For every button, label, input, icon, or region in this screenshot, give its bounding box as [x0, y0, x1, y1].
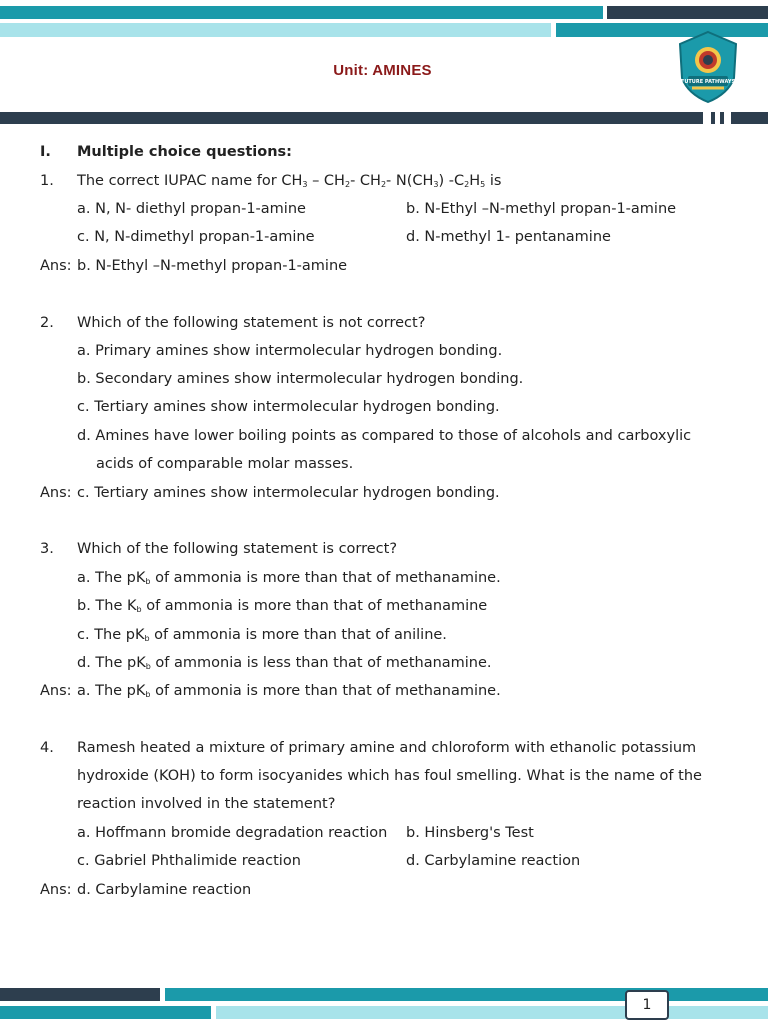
q4-option-c: c. Gabriel Phthalimide reaction [77, 853, 301, 869]
q1-option-a: a. N, N- diethyl propan-1-amine [77, 201, 306, 217]
header-bottom-tick-1 [711, 112, 715, 124]
header-bottom-bar [0, 112, 703, 124]
header-bar-light [0, 23, 551, 37]
q1-stem: The correct IUPAC name for $CH_3 - CH_2-$ $CH_2-$ $N(CH_3)$ $-C_2H_5$ is [77, 173, 502, 189]
header-bottom-tick-3 [731, 112, 768, 124]
q3-answer-label: Ans: [40, 683, 72, 699]
q2-answer-text: c. Tertiary amines show intermolecular hydrogen bonding. [77, 485, 500, 501]
q2-option-b: b. Secondary amines show intermolecular hydrogen bonding. [77, 371, 524, 387]
header-bar-navy [607, 6, 768, 19]
q3-option-c: c. The $pK_b$ of ammonia is more than that of aniline. [77, 627, 447, 643]
page-number: 1 [625, 990, 669, 1020]
footer-bar-light [216, 1006, 768, 1019]
q1-option-d: d. N-methyl 1- pentanamine [406, 229, 611, 245]
q2-option-d-cont: acids of comparable molar masses. [96, 456, 354, 472]
q1-answer-text: b. N-Ethyl –N-methyl propan-1-amine [77, 258, 348, 274]
q1-option-c: c. N, N-dimethyl propan-1-amine [77, 229, 315, 245]
q4-stem-1: Ramesh heated a mixture of primary amine and chloroform with ethanolic potassium [77, 740, 697, 756]
q2-stem: Which of the following statement is not correct? [77, 315, 426, 331]
q4-stem-2: hydroxide (KOH) to form isocyanides which has foul smelling. What is the name of the [77, 768, 702, 784]
q3-number: 3. [40, 541, 54, 557]
q4-option-b: b. Hinsberg's Test [406, 825, 534, 841]
q3-option-a: a. The $pK_b$ of ammonia is more than that of methanamine. [77, 570, 501, 586]
q3-answer-text: a. The $pK_b$ of ammonia is more than that of methanamine. [77, 683, 501, 699]
header-bottom-tick-2 [720, 112, 724, 124]
q1-option-b: b. N-Ethyl –N-methyl propan-1-amine [406, 201, 677, 217]
future-pathways-logo [676, 30, 740, 104]
q4-answer-label: Ans: [40, 882, 72, 898]
q4-stem-3: reaction involved in the statement? [77, 796, 336, 812]
footer-bar-teal [165, 988, 768, 1001]
q3-stem: Which of the following statement is correct? [77, 541, 398, 557]
q4-answer-text: d. Carbylamine reaction [77, 882, 252, 898]
page-title: Unit: AMINES [333, 62, 432, 79]
footer-bar-teal-2 [0, 1006, 211, 1019]
q3-option-d: d. The $pK_b$ of ammonia is less than that of methanamine. [77, 655, 492, 671]
q1-number: 1. [40, 173, 54, 189]
q2-option-d: d. Amines have lower boiling points as compared to those of alcohols and carboxylic [77, 428, 692, 444]
section-title: Multiple choice questions: [77, 144, 292, 160]
q1-answer-label: Ans: [40, 258, 72, 274]
footer-bar-navy [0, 988, 160, 1001]
q2-option-a: a. Primary amines show intermolecular hydrogen bonding. [77, 343, 503, 359]
q4-option-d: d. Carbylamine reaction [406, 853, 581, 869]
header-bar-teal [0, 6, 603, 19]
q4-number: 4. [40, 740, 54, 756]
q2-answer-label: Ans: [40, 485, 72, 501]
q2-number: 2. [40, 315, 54, 331]
q3-option-b: b. The $K_b$ of ammonia is more than that of methanamine [77, 598, 488, 614]
logo-text: FUTURE PATHWAYS [680, 79, 736, 85]
q4-option-a: a. Hoffmann bromide degradation reaction [77, 825, 388, 841]
section-number: I. [40, 144, 51, 160]
q2-option-c: c. Tertiary amines show intermolecular hydrogen bonding. [77, 399, 500, 415]
